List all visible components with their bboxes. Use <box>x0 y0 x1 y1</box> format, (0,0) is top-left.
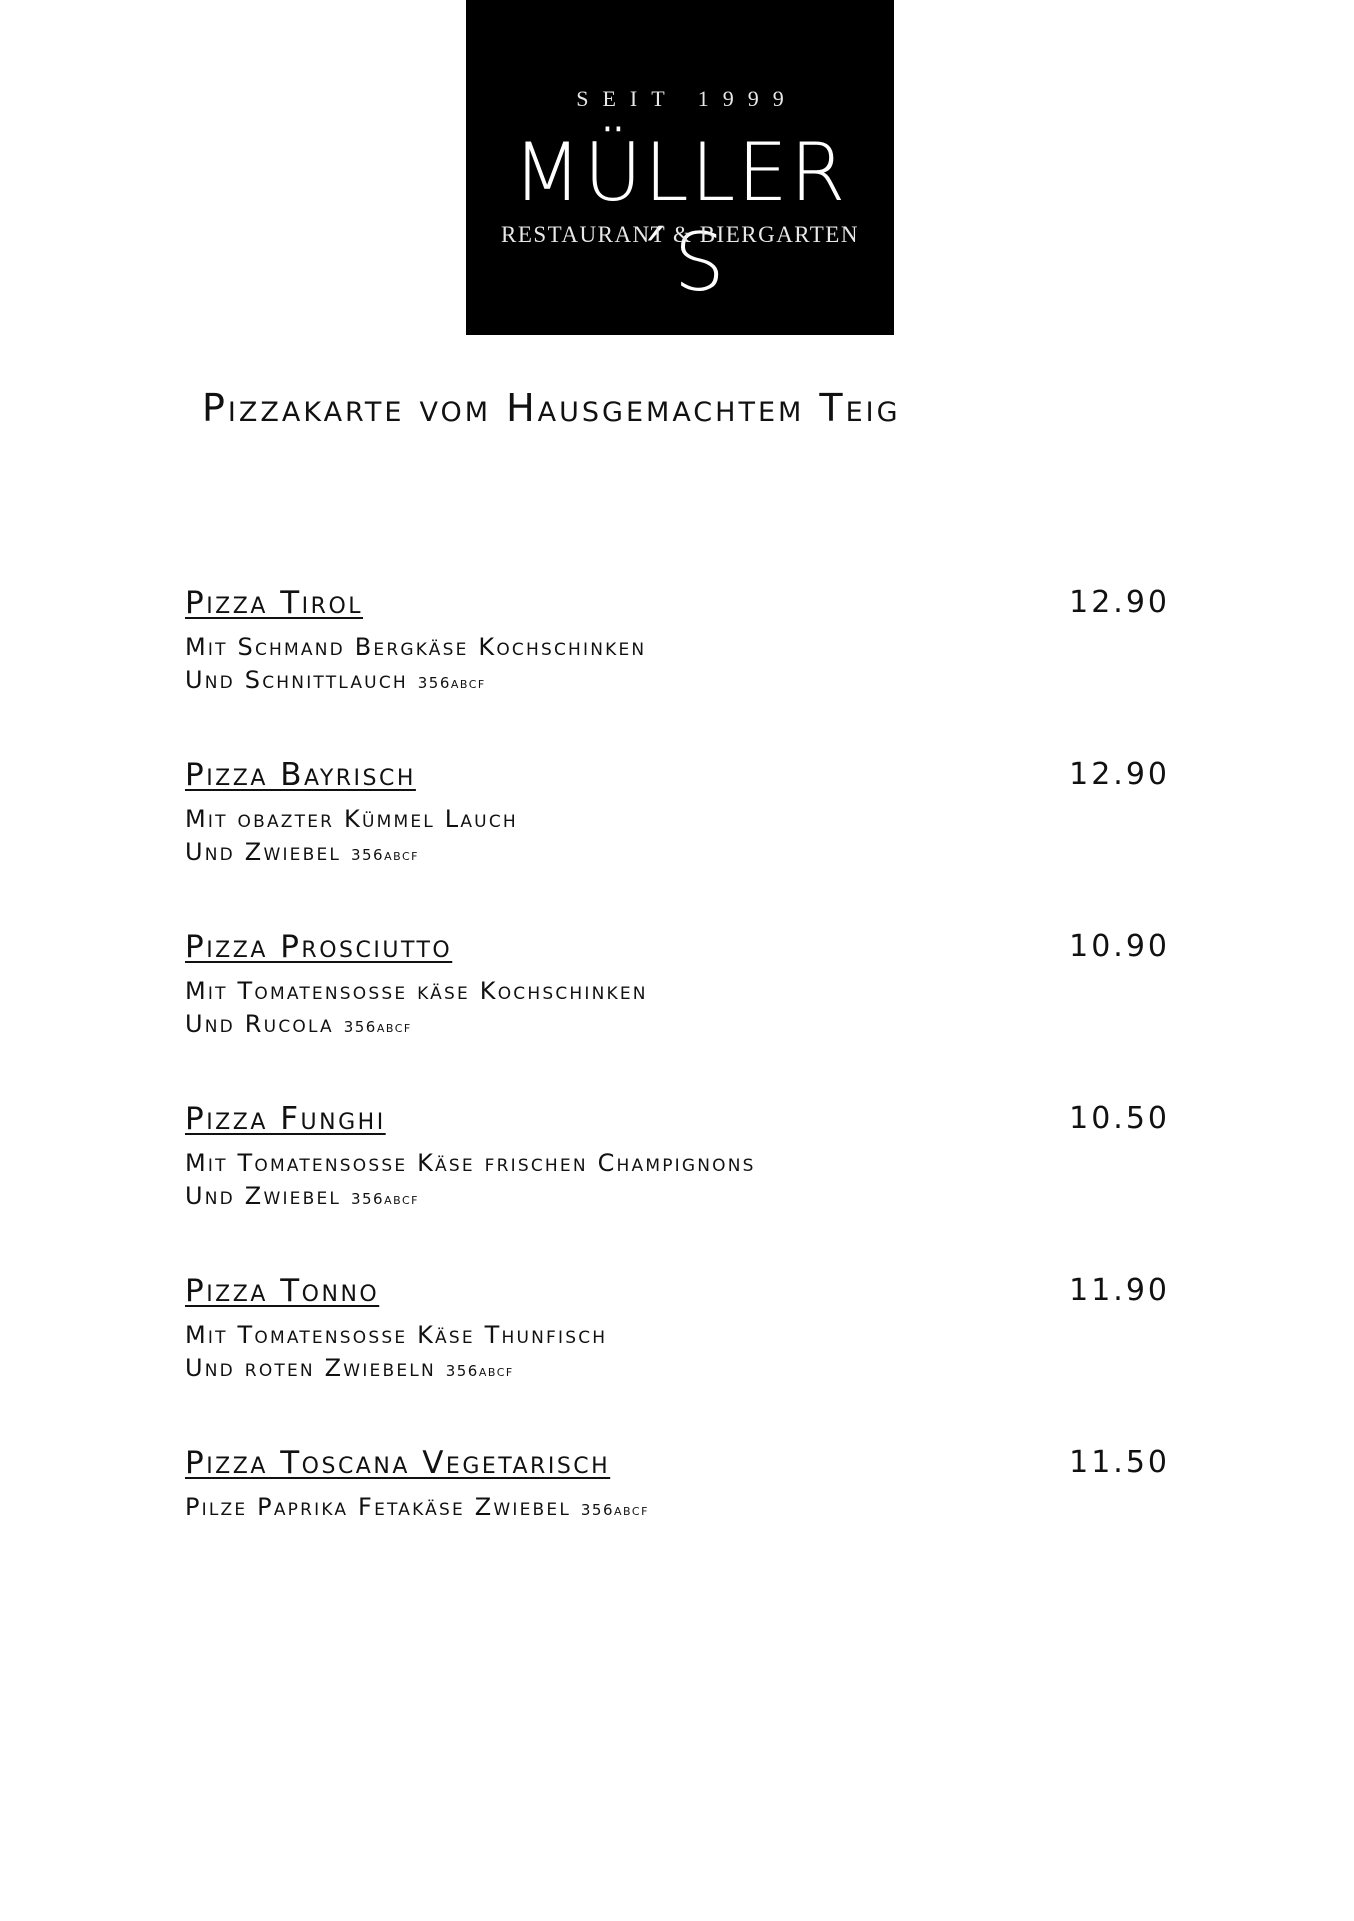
menu-item <box>185 1101 1170 1273</box>
item-name: Pizza Funghi <box>185 1101 386 1137</box>
item-description-line: Und Zwiebel 356abcf <box>185 838 419 866</box>
item-price: 12.90 <box>1069 757 1170 792</box>
item-description-line: Und roten Zwiebeln 356abcf <box>185 1354 514 1382</box>
allergen-codes: 356abcf <box>350 1190 419 1208</box>
item-price: 12.90 <box>1069 585 1170 620</box>
item-price: 10.90 <box>1069 929 1170 964</box>
item-description-line: Pilze Paprika Fetakäse Zwiebel 356abcf <box>185 1493 649 1521</box>
menu-item <box>185 757 1170 929</box>
allergen-codes: 356abcf <box>343 1018 412 1036</box>
page-title: Pizzakarte vom Hausgemachtem Teig <box>202 386 901 430</box>
allergen-codes: 356abcf <box>580 1501 649 1519</box>
pizza-menu <box>185 585 1170 1617</box>
item-description-line: Und Schnittlauch 356abcf <box>185 666 486 694</box>
item-name: Pizza Tonno <box>185 1273 380 1309</box>
item-name: Pizza Bayrisch <box>185 757 416 793</box>
logo-subtitle: RESTAURANT & BIERGARTEN <box>501 222 859 247</box>
item-description <box>185 1319 607 1388</box>
item-description-line: Mit obazter Kümmel Lauch <box>185 805 518 833</box>
item-description-line: Und Zwiebel 356abcf <box>185 1182 419 1210</box>
item-description-line: Mit Tomatensosse käse Kochschinken <box>185 977 648 1005</box>
item-description-line: Und Rucola 356abcf <box>185 1010 412 1038</box>
item-name: Pizza Toscana Vegetarisch <box>185 1445 611 1481</box>
item-name: Pizza Prosciutto <box>185 929 453 965</box>
item-description <box>185 803 518 872</box>
allergen-codes: 356abcf <box>445 1362 514 1380</box>
item-description-line: Mit Schmand Bergkäse Kochschinken <box>185 633 647 661</box>
menu-item <box>185 1273 1170 1445</box>
allergen-codes: 356abcf <box>350 846 419 864</box>
allergen-codes: 356abcf <box>417 674 486 692</box>
logo-restaurant-name: MÜLLER´S <box>512 126 848 309</box>
menu-item <box>185 585 1170 757</box>
menu-item <box>185 929 1170 1101</box>
item-price: 11.50 <box>1069 1445 1170 1480</box>
menu-item <box>185 1445 1170 1617</box>
item-price: 11.90 <box>1069 1273 1170 1308</box>
item-description-line: Mit Tomatensosse Käse frischen Champignons <box>185 1149 756 1177</box>
item-price: 10.50 <box>1069 1101 1170 1136</box>
restaurant-logo <box>466 0 894 335</box>
logo-since-text: SEIT 1999 <box>576 86 798 111</box>
item-description <box>185 1147 756 1216</box>
item-description <box>185 631 646 700</box>
item-description-line: Mit Tomatensosse Käse Thunfisch <box>185 1321 608 1349</box>
item-description <box>185 1491 649 1527</box>
item-name: Pizza Tirol <box>185 585 364 621</box>
item-description <box>185 975 648 1044</box>
